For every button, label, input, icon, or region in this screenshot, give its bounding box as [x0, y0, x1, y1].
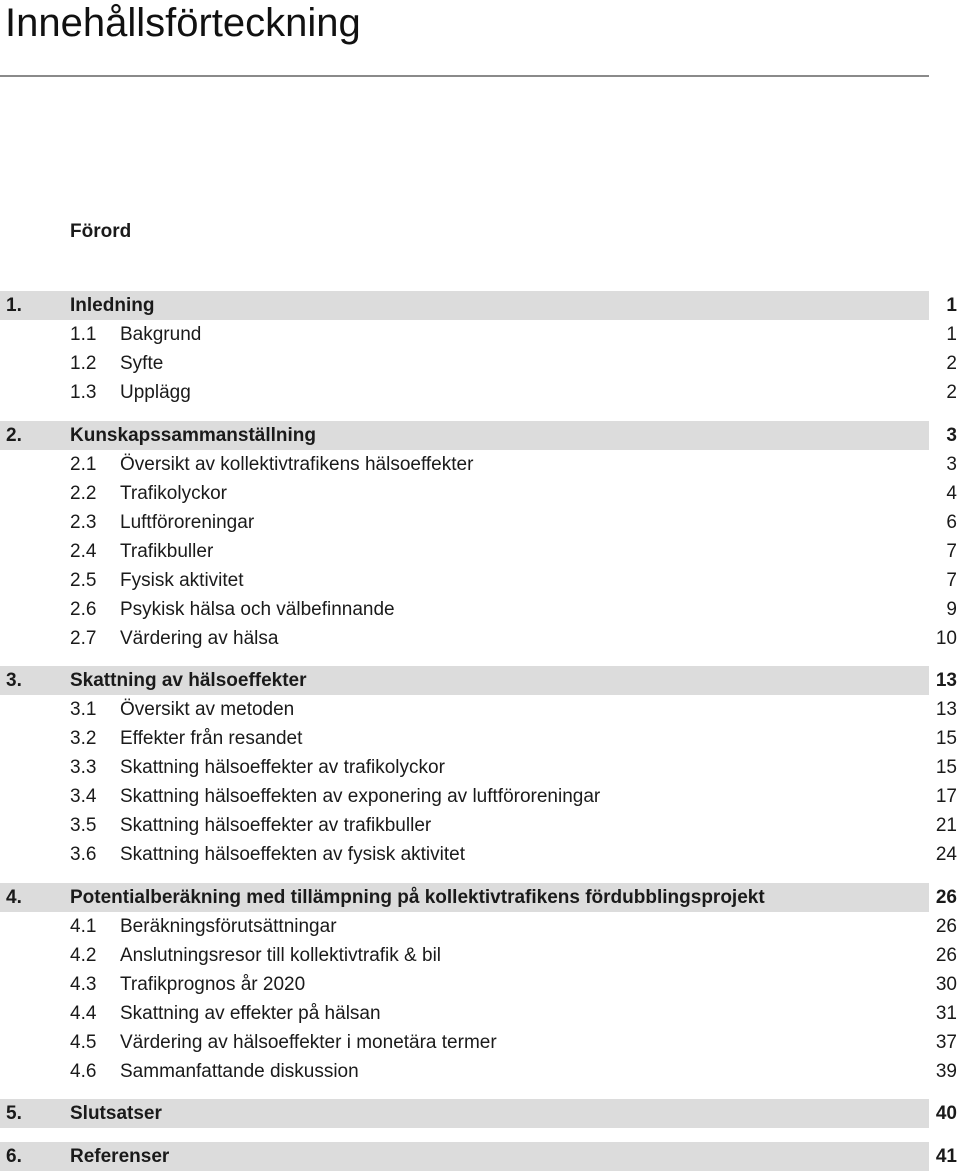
toc-section-page: 30	[935, 974, 957, 995]
toc-section-title[interactable]: Skattning hälsoeffekten av fysisk aktivitet	[120, 844, 465, 865]
toc-section-number: 3.6	[70, 844, 97, 865]
toc-section-page: 17	[935, 786, 957, 807]
toc-chapter-row[interactable]	[0, 1142, 957, 1171]
toc-section-number: 1.3	[70, 382, 97, 403]
toc-section-page: 7	[946, 541, 957, 562]
toc-section-title[interactable]: Luftföroreningar	[120, 512, 255, 533]
toc-section-page: 21	[935, 815, 957, 836]
toc-section-number: 3.5	[70, 815, 97, 836]
toc-section-number: 3.2	[70, 728, 97, 749]
toc-section-page: 26	[935, 916, 957, 937]
toc-section-page: 3	[946, 454, 957, 475]
toc-section-page: 37	[935, 1032, 957, 1053]
toc-section-number: 4.3	[70, 974, 97, 995]
toc-section-number: 4.5	[70, 1032, 97, 1053]
toc-chapter-page: 40	[935, 1103, 957, 1124]
toc-section-page: 7	[946, 570, 957, 591]
title-divider	[0, 75, 929, 77]
toc-section-number: 4.1	[70, 916, 97, 937]
toc-section-title[interactable]: Trafikbuller	[120, 541, 214, 562]
toc-section-number: 1.1	[70, 324, 97, 345]
toc-section-title[interactable]: Skattning av effekter på hälsan	[120, 1003, 381, 1024]
toc-chapter-row[interactable]	[0, 421, 957, 450]
toc-section-page: 24	[935, 844, 957, 865]
toc-chapter-number: 6.	[6, 1146, 22, 1167]
toc-chapter-title[interactable]: Inledning	[70, 295, 155, 316]
toc-chapter-page: 41	[935, 1146, 957, 1167]
toc-section-title[interactable]: Översikt av metoden	[120, 699, 295, 720]
toc-section-page: 2	[946, 353, 957, 374]
toc-section-title[interactable]: Anslutningsresor till kollektivtrafik & bil	[120, 945, 442, 966]
toc-section-number: 2.2	[70, 483, 97, 504]
toc-foreword[interactable]: Förord	[70, 221, 132, 242]
toc-section-title[interactable]: Trafikolyckor	[120, 483, 227, 504]
toc-section-page: 6	[946, 512, 957, 533]
toc-section-page: 15	[935, 757, 957, 778]
toc-section-title[interactable]: Upplägg	[120, 382, 191, 403]
toc-section-page: 9	[946, 599, 957, 620]
toc-section-title[interactable]: Värdering av hälsoeffekter i monetära termer	[120, 1032, 497, 1053]
toc-section-number: 2.1	[70, 454, 97, 475]
toc-section-number: 2.3	[70, 512, 97, 533]
toc-section-title[interactable]: Översikt av kollektivtrafikens hälsoeffekter	[120, 454, 474, 475]
toc-section-title[interactable]: Trafikprognos år 2020	[120, 974, 306, 995]
toc-chapter-title[interactable]: Skattning av hälsoeffekter	[70, 670, 307, 691]
toc-chapter-title[interactable]: Referenser	[70, 1146, 170, 1167]
toc-section-title[interactable]: Skattning hälsoeffekter av trafikbuller	[120, 815, 432, 836]
toc-section-number: 2.5	[70, 570, 97, 591]
toc-chapter-page: 3	[946, 425, 957, 446]
toc-section-page: 2	[946, 382, 957, 403]
toc-section-number: 4.4	[70, 1003, 97, 1024]
toc-section-number: 2.7	[70, 628, 97, 649]
toc-chapter-title[interactable]: Slutsatser	[70, 1103, 162, 1124]
toc-section-page: 15	[935, 728, 957, 749]
toc-section-page: 39	[935, 1061, 957, 1082]
toc-section-title[interactable]: Skattning hälsoeffekter av trafikolyckor	[120, 757, 445, 778]
page-title: Innehållsförteckning	[5, 1, 361, 45]
toc-section-title[interactable]: Fysisk aktivitet	[120, 570, 244, 591]
toc-section-page: 4	[946, 483, 957, 504]
toc-section-title[interactable]: Beräkningsförutsättningar	[120, 916, 337, 937]
toc-section-title[interactable]: Skattning hälsoeffekten av exponering av luftföroreningar	[120, 786, 601, 807]
toc-chapter-row[interactable]	[0, 883, 957, 912]
toc-section-number: 1.2	[70, 353, 97, 374]
toc-chapter-number: 2.	[6, 425, 22, 446]
toc-section-page: 26	[935, 945, 957, 966]
toc-section-number: 2.6	[70, 599, 97, 620]
toc-section-number: 3.3	[70, 757, 97, 778]
toc-chapter-page: 13	[935, 670, 957, 691]
toc-section-page: 13	[935, 699, 957, 720]
toc-section-number: 2.4	[70, 541, 97, 562]
toc-section-page: 1	[946, 324, 957, 345]
toc-chapter-number: 4.	[6, 887, 22, 908]
toc-section-number: 3.4	[70, 786, 97, 807]
toc-chapter-title[interactable]: Potentialberäkning med tillämpning på kollektivtrafikens fördubblingsprojekt	[70, 887, 765, 908]
toc-chapter-row[interactable]	[0, 291, 957, 320]
toc-section-page: 10	[935, 628, 957, 649]
toc-section-title[interactable]: Syfte	[120, 353, 164, 374]
toc-chapter-page: 1	[946, 295, 957, 316]
toc-section-number: 4.6	[70, 1061, 97, 1082]
toc-chapter-row[interactable]	[0, 1099, 957, 1128]
toc-section-title[interactable]: Psykisk hälsa och välbefinnande	[120, 599, 395, 620]
toc-chapter-page: 26	[935, 887, 957, 908]
toc-section-page: 31	[935, 1003, 957, 1024]
toc-section-number: 4.2	[70, 945, 97, 966]
toc-section-title[interactable]: Värdering av hälsa	[120, 628, 279, 649]
toc-chapter-number: 1.	[6, 295, 22, 316]
toc-section-title[interactable]: Bakgrund	[120, 324, 202, 345]
toc-section-title[interactable]: Effekter från resandet	[120, 728, 303, 749]
toc-chapter-title[interactable]: Kunskapssammanställning	[70, 425, 317, 446]
toc-section-number: 3.1	[70, 699, 97, 720]
toc-chapter-number: 5.	[6, 1103, 22, 1124]
toc-chapter-number: 3.	[6, 670, 22, 691]
toc-chapter-row[interactable]	[0, 666, 957, 695]
toc-section-title[interactable]: Sammanfattande diskussion	[120, 1061, 359, 1082]
